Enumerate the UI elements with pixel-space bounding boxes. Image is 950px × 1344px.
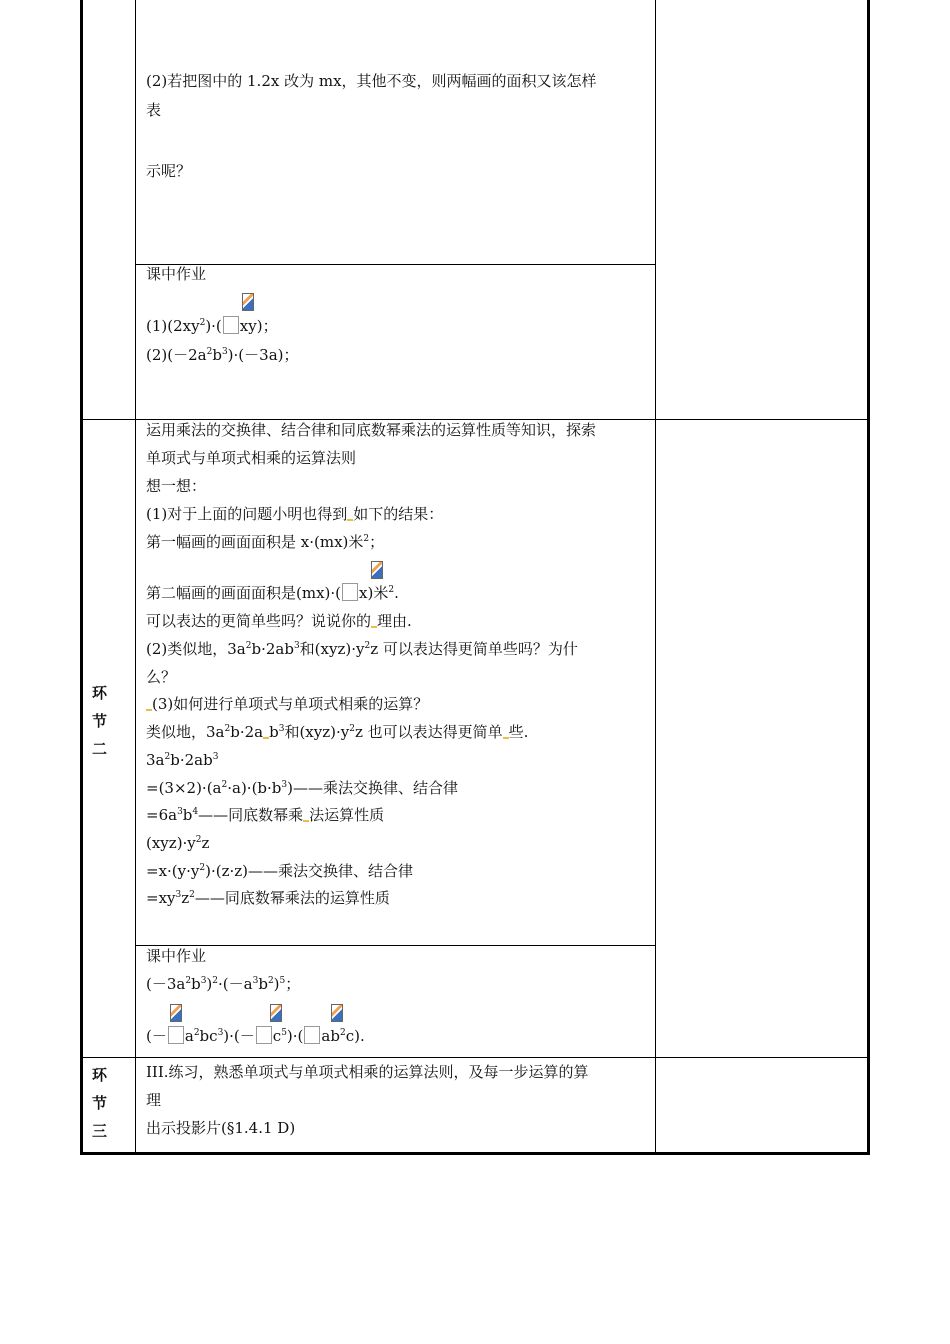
homework-2-expr-1: $(-3a^2b^3)^2\cdot(-a^3b^2)^5$；: [146, 975, 301, 993]
block2-line-14: $=6a^3b^4——$同底数幂乘 法运算性质: [146, 806, 385, 824]
block3-line-2: 理: [146, 1091, 162, 1109]
col-divider-2: [655, 0, 656, 1155]
block2-line-6: 第二幅画的画面面积是(mx)·( x)米$^2$.: [146, 584, 399, 602]
block2-line-11: 类似地，$3a^2b\cdot 2a$ $b^3$和$(xyz)\cdot y^2z$ 也可以表达得更简单 些.: [146, 723, 529, 741]
homework-1-problem-1: $(1)(2xy^2)\cdot$( xy)；: [146, 317, 278, 335]
section-2-label-3: 二: [92, 740, 108, 758]
block2-line-3: 想一想：: [146, 477, 207, 495]
block2-line-12: $3a^2b\cdot 2ab^3$: [146, 751, 219, 769]
row-divider-hw1: [135, 264, 656, 265]
image-placeholder-icon: [170, 1004, 182, 1022]
question-2-line-3: 示呢？: [146, 162, 192, 180]
block2-line-4: (1)对于上面的问题小明也得到 如下的结果：: [146, 505, 444, 523]
homework-1-problem-2: $(2)(-2a^2b^3)\cdot(-3a)$；: [146, 346, 299, 364]
block2-line-16: $=x\cdot(y\cdot y^2)\cdot(z\cdot z)——$乘法交换律、结合律: [146, 862, 414, 880]
homework-2-title: 课中作业: [146, 947, 207, 965]
question-2-line-2: 表: [146, 101, 162, 119]
blank-box: [223, 316, 239, 334]
section-3-label-1: 环: [92, 1066, 108, 1084]
image-placeholder-icon: [331, 1004, 343, 1022]
section-3-label-3: 三: [92, 1122, 108, 1140]
image-placeholder-icon: [242, 293, 254, 311]
section-3-label-2: 节: [92, 1094, 108, 1112]
row-divider-section3: [80, 1057, 870, 1058]
block2-line-1: 运用乘法的交换律、结合律和同底数幂乘法的运算性质等知识，探索: [146, 421, 597, 439]
question-2-line-1: (2)若把图中的 1.2x 改为 mx，其他不变，则两幅画的面积又该怎样: [146, 72, 597, 90]
block2-line-8: (2)类似地，$3a^2b\cdot 2ab^3$和$(xyz)\cdot y^2z$ 可以表达得更简单些吗？为什: [146, 640, 578, 658]
homework-1-title: 课中作业: [146, 265, 207, 283]
block2-line-9: 么？: [146, 668, 177, 686]
block2-line-15: $(xyz)\cdot y^2z$: [146, 834, 210, 852]
block2-line-2: 单项式与单项式相乘的运算法则: [146, 449, 357, 467]
block3-line-1: III.练习，熟悉单项式与单项式相乘的运算法则，及每一步运算的算: [146, 1063, 589, 1081]
block2-line-7: 可以表达的更简单些吗？说说你的 理由.: [146, 612, 412, 630]
block2-line-17: $=xy^3z^2——$同底数幂乘法的运算性质: [146, 889, 390, 907]
blank-box: [168, 1026, 184, 1044]
image-placeholder-icon: [270, 1004, 282, 1022]
section-2-label-2: 节: [92, 712, 108, 730]
homework-2-expr-2: (－ $a^2bc^3)\cdot(- c^5)\cdot$( $ab^2c$).: [146, 1027, 365, 1045]
blank-box: [256, 1026, 272, 1044]
block3-line-3: 出示投影片(§1.4.1 D): [146, 1119, 296, 1137]
block2-line-13: $=(3\times 2)\cdot(a^2\cdot a)\cdot(b\cdot b^3)——$乘法交换律、结合律: [146, 779, 458, 797]
col-divider-1: [135, 0, 136, 1155]
row-divider-hw2: [135, 945, 656, 946]
block2-line-5: 第一幅画的画面面积是 x·(mx)米$^2$；: [146, 533, 385, 551]
blank-box: [342, 583, 358, 601]
section-2-label-1: 环: [92, 684, 108, 702]
block2-line-10: (3)如何进行单项式与单项式相乘的运算？: [146, 694, 428, 714]
image-placeholder-icon: [371, 561, 383, 579]
blank-box: [304, 1026, 320, 1044]
